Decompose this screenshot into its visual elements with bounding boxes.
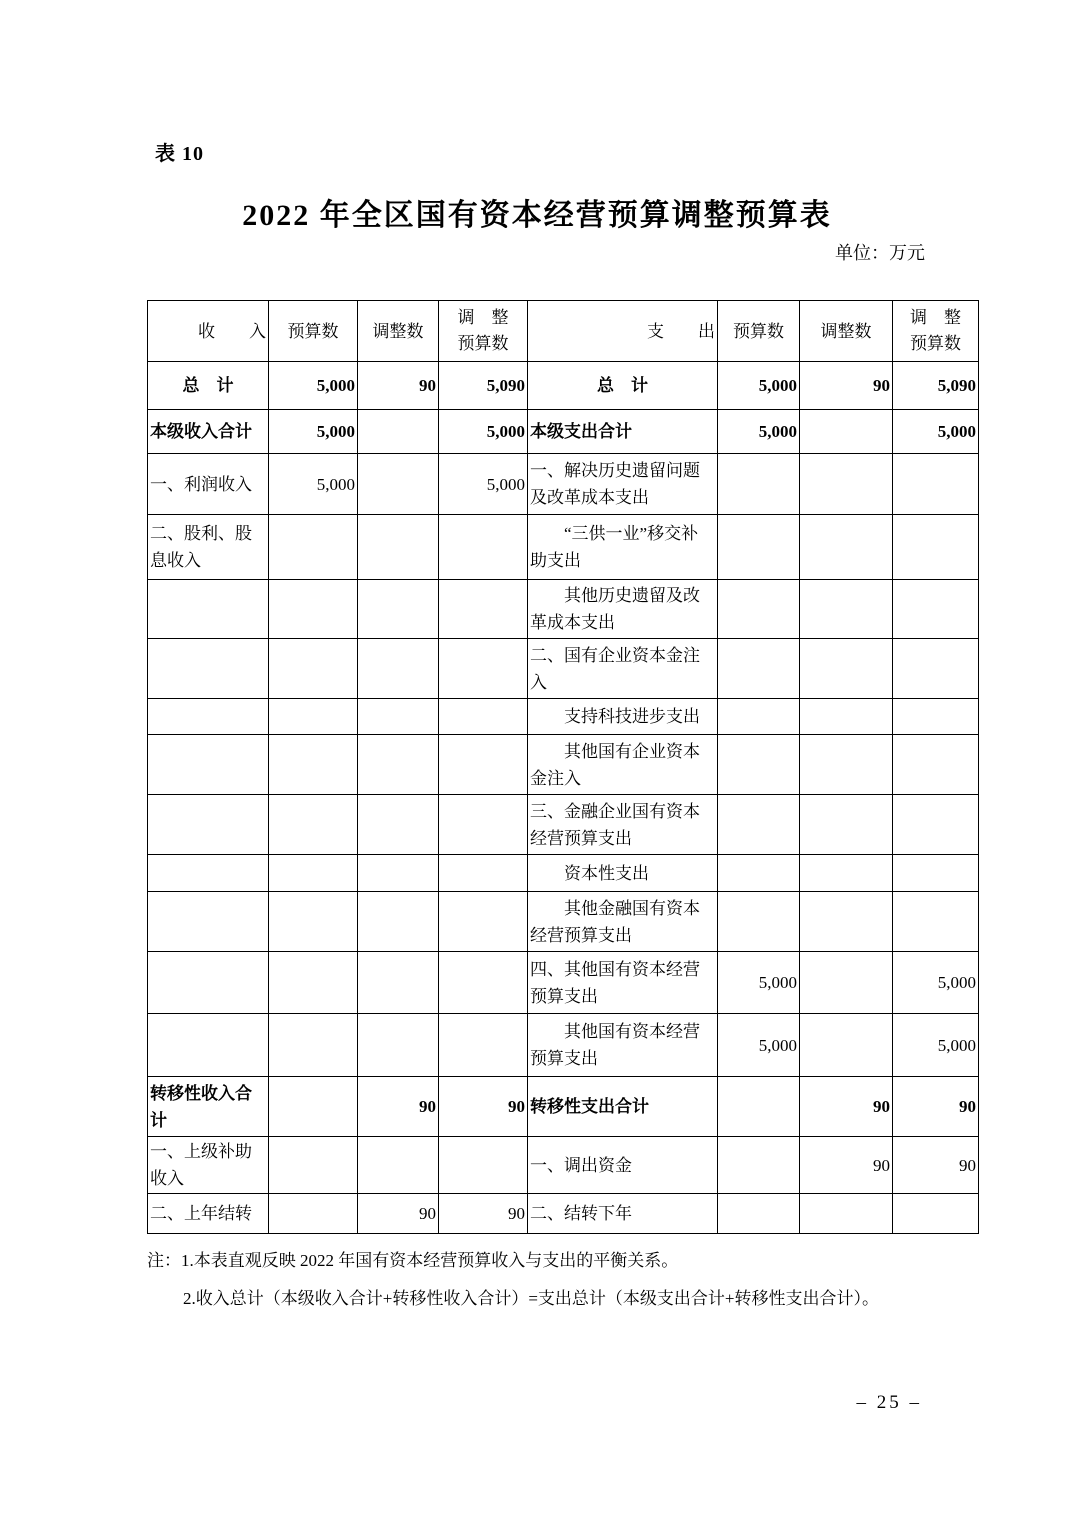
expense-label-cell: 本级支出合计 (528, 410, 718, 454)
expense-adjustment-cell: 90 (800, 1077, 893, 1137)
income-adjustment-cell (358, 795, 439, 855)
expense-budget-cell: 5,000 (718, 952, 800, 1014)
table-row (148, 580, 979, 639)
income-adjusted-budget-cell (439, 580, 528, 639)
income-budget-cell (269, 1014, 358, 1077)
income-adjustment-cell (358, 735, 439, 795)
income-adjusted-budget-cell (439, 515, 528, 580)
expense-label-cell: 其他历史遗留及改革成本支出 (528, 580, 718, 639)
income-adjustment-cell (358, 952, 439, 1014)
income-label-cell: 本级收入合计 (148, 410, 269, 454)
expense-budget-cell (718, 1194, 800, 1234)
page-title: 2022 年全区国有资本经营预算调整预算表 (242, 199, 832, 232)
income-adjustment-cell: 90 (358, 362, 439, 410)
header-adjusted-line2: 预算数 (910, 334, 961, 353)
table-row (148, 1014, 979, 1077)
expense-label-cell: 一、调出资金 (528, 1137, 718, 1194)
income-budget-cell (269, 1137, 358, 1194)
budget-table (147, 300, 979, 1234)
income-label-cell: 二、上年结转 (148, 1194, 269, 1234)
note-line: 2.收入总计（本级收入合计+转移性收入合计）=支出总计（本级支出合计+转移性支出合计）。 (183, 1289, 880, 1308)
expense-label-cell: 其他国有企业资本金注入 (528, 735, 718, 795)
income-label-cell (148, 892, 269, 952)
expense-adjustment-cell (800, 1194, 893, 1234)
income-adjusted-budget-cell (439, 855, 528, 892)
income-label-cell (148, 1014, 269, 1077)
table-row (148, 952, 979, 1014)
income-adjusted-budget-cell (439, 639, 528, 699)
table-row (148, 699, 979, 735)
expense-adjusted-budget-cell: 5,000 (893, 952, 979, 1014)
expense-label-cell: 二、结转下年 (528, 1194, 718, 1234)
expense-adjusted-budget-cell: 5,000 (893, 1014, 979, 1077)
expense-adjustment-cell (800, 699, 893, 735)
note-line: 注：1.本表直观反映 2022 年国有资本经营预算收入与支出的平衡关系。 (147, 1251, 679, 1270)
expense-adjusted-budget-cell (893, 1194, 979, 1234)
income-label-cell (148, 855, 269, 892)
income-budget-cell (269, 855, 358, 892)
header-adjusted-line1: 调 整 (910, 308, 961, 327)
expense-adjustment-cell (800, 855, 893, 892)
income-adjusted-budget-cell (439, 795, 528, 855)
table-row (148, 410, 979, 454)
expense-budget-cell (718, 735, 800, 795)
income-label-cell (148, 795, 269, 855)
expense-adjusted-budget-cell (893, 454, 979, 515)
income-adjustment-cell: 90 (358, 1194, 439, 1234)
expense-budget-cell (718, 795, 800, 855)
income-adjusted-budget-cell (439, 952, 528, 1014)
table-number-label: 表 10 (155, 143, 204, 165)
income-adjustment-cell (358, 699, 439, 735)
income-label-cell (148, 735, 269, 795)
expense-adjusted-budget-cell (893, 699, 979, 735)
expense-adjusted-budget-cell: 90 (893, 1077, 979, 1137)
expense-adjustment-cell (800, 454, 893, 515)
income-adjusted-budget-cell: 5,000 (439, 410, 528, 454)
expense-label-cell: 三、金融企业国有资本经营预算支出 (528, 795, 718, 855)
expense-adjustment-cell (800, 892, 893, 952)
table-row (148, 1194, 979, 1234)
table-row (148, 892, 979, 952)
header-expense-adjustment: 调整数 (800, 301, 893, 362)
income-label-cell: 一、上级补助收入 (148, 1137, 269, 1194)
income-label-cell (148, 639, 269, 699)
expense-budget-cell (718, 855, 800, 892)
expense-adjustment-cell (800, 735, 893, 795)
header-income-budget: 预算数 (269, 301, 358, 362)
header-adjusted-line1: 调 整 (457, 308, 509, 327)
expense-adjustment-cell (800, 952, 893, 1014)
expense-adjusted-budget-cell (893, 735, 979, 795)
income-adjustment-cell (358, 892, 439, 952)
table-row (148, 454, 979, 515)
income-label-cell: 二、股利、股息收入 (148, 515, 269, 580)
income-budget-cell (269, 1194, 358, 1234)
expense-adjustment-cell (800, 1014, 893, 1077)
expense-budget-cell (718, 892, 800, 952)
table-row (148, 639, 979, 699)
expense-adjusted-budget-cell: 90 (893, 1137, 979, 1194)
income-adjustment-cell (358, 1137, 439, 1194)
expense-label-cell: “三供一业”移交补助支出 (528, 515, 718, 580)
income-adjustment-cell (358, 639, 439, 699)
expense-adjustment-cell (800, 580, 893, 639)
income-budget-cell: 5,000 (269, 454, 358, 515)
expense-adjustment-cell: 90 (800, 1137, 893, 1194)
income-adjusted-budget-cell (439, 699, 528, 735)
notes (147, 1242, 957, 1318)
income-adjusted-budget-cell (439, 735, 528, 795)
expense-label-cell: 其他国有资本经营预算支出 (528, 1014, 718, 1077)
expense-adjusted-budget-cell (893, 639, 979, 699)
income-budget-cell (269, 892, 358, 952)
income-budget-cell (269, 1077, 358, 1137)
expense-adjusted-budget-cell (893, 515, 979, 580)
income-adjusted-budget-cell (439, 892, 528, 952)
expense-adjusted-budget-cell: 5,000 (893, 410, 979, 454)
header-expense-budget: 预算数 (718, 301, 800, 362)
header-adjusted-line2: 预算数 (457, 334, 509, 353)
table-row (148, 515, 979, 580)
expense-budget-cell (718, 1137, 800, 1194)
income-adjustment-cell (358, 454, 439, 515)
expense-adjustment-cell (800, 410, 893, 454)
income-budget-cell (269, 735, 358, 795)
income-adjustment-cell (358, 1014, 439, 1077)
expense-label-cell: 支持科技进步支出 (528, 699, 718, 735)
table-row (148, 735, 979, 795)
income-adjusted-budget-cell (439, 1014, 528, 1077)
income-budget-cell: 5,000 (269, 362, 358, 410)
header-income-adjusted-budget (439, 301, 528, 362)
income-adjustment-cell: 90 (358, 1077, 439, 1137)
expense-budget-cell: 5,000 (718, 410, 800, 454)
header-income: 收 入 (148, 301, 269, 362)
expense-label-cell: 四、其他国有资本经营预算支出 (528, 952, 718, 1014)
income-adjustment-cell (358, 580, 439, 639)
income-budget-cell: 5,000 (269, 410, 358, 454)
expense-label-cell: 转移性支出合计 (528, 1077, 718, 1137)
table-row (148, 855, 979, 892)
income-budget-cell (269, 699, 358, 735)
income-label-cell: 一、利润收入 (148, 454, 269, 515)
expense-label-cell: 一、解决历史遗留问题及改革成本支出 (528, 454, 718, 515)
income-label-cell: 转移性收入合计 (148, 1077, 269, 1137)
header-expense-adjusted-budget (893, 301, 979, 362)
expense-budget-cell (718, 1077, 800, 1137)
income-label-cell (148, 699, 269, 735)
expense-label-cell: 资本性支出 (528, 855, 718, 892)
table-row (148, 362, 979, 410)
income-adjusted-budget-cell: 5,090 (439, 362, 528, 410)
expense-budget-cell (718, 580, 800, 639)
table-row (148, 795, 979, 855)
expense-budget-cell (718, 515, 800, 580)
expense-adjusted-budget-cell: 5,090 (893, 362, 979, 410)
income-budget-cell (269, 515, 358, 580)
header-expense: 支 出 (528, 301, 718, 362)
expense-adjusted-budget-cell (893, 855, 979, 892)
income-adjustment-cell (358, 515, 439, 580)
income-budget-cell (269, 795, 358, 855)
income-label-cell (148, 952, 269, 1014)
income-label-cell (148, 580, 269, 639)
expense-adjusted-budget-cell (893, 580, 979, 639)
unit-label: 单位：万元 (835, 243, 925, 263)
expense-adjustment-cell (800, 515, 893, 580)
expense-adjustment-cell (800, 639, 893, 699)
expense-budget-cell: 5,000 (718, 1014, 800, 1077)
expense-budget-cell (718, 699, 800, 735)
expense-budget-cell: 5,000 (718, 362, 800, 410)
expense-adjustment-cell (800, 795, 893, 855)
income-label-cell: 总 计 (148, 362, 269, 410)
table-row (148, 1137, 979, 1194)
header-income-adjustment: 调整数 (358, 301, 439, 362)
income-budget-cell (269, 580, 358, 639)
income-adjusted-budget-cell (439, 1137, 528, 1194)
income-adjustment-cell (358, 410, 439, 454)
income-budget-cell (269, 639, 358, 699)
expense-budget-cell (718, 454, 800, 515)
expense-budget-cell (718, 639, 800, 699)
income-adjusted-budget-cell: 90 (439, 1077, 528, 1137)
table-header-row (148, 301, 979, 362)
table-body (148, 362, 979, 1234)
income-budget-cell (269, 952, 358, 1014)
table-row (148, 1077, 979, 1137)
expense-label-cell: 其他金融国有资本经营预算支出 (528, 892, 718, 952)
expense-label-cell: 总 计 (528, 362, 718, 410)
expense-label-cell: 二、国有企业资本金注入 (528, 639, 718, 699)
income-adjusted-budget-cell: 90 (439, 1194, 528, 1234)
expense-adjusted-budget-cell (893, 892, 979, 952)
expense-adjustment-cell: 90 (800, 362, 893, 410)
income-adjustment-cell (358, 855, 439, 892)
income-adjusted-budget-cell: 5,000 (439, 454, 528, 515)
page-number: – 25 – (856, 1392, 922, 1413)
expense-adjusted-budget-cell (893, 795, 979, 855)
